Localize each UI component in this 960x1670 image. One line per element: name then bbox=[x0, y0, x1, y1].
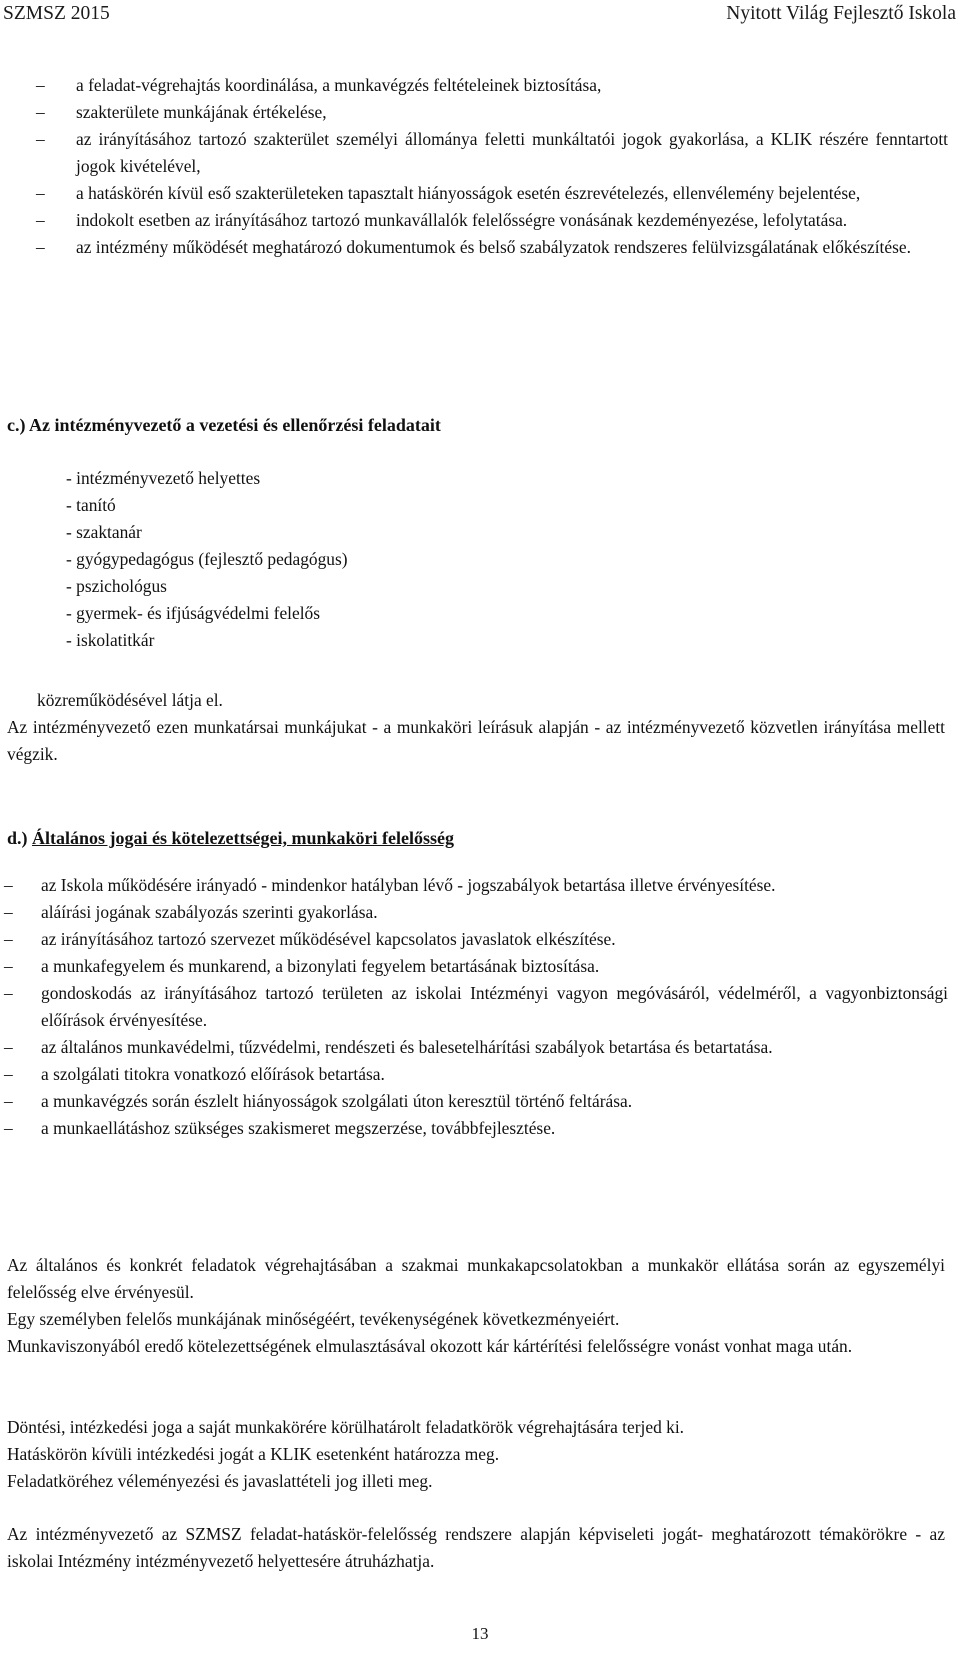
list-item: – a munkavégzés során észlelt hiányosságok szolgálati úton keresztül történő feltárása. bbox=[0, 1088, 960, 1115]
dash-bullet: – bbox=[4, 1091, 13, 1111]
staff-item: - intézményvezető helyettes bbox=[66, 468, 261, 488]
list-item: – gondoskodás az irányításához tartozó területen az iskolai Intézményi vagyon megóvásáról, védelméről, a vagyonbiztonsági előírások érvényesítése. bbox=[0, 980, 960, 1034]
paragraph-personal-responsibility: Egy személyben felelős munkájának minőségéért, tevékenységének következményeiért. bbox=[7, 1309, 620, 1329]
dash-bullet: – bbox=[36, 210, 45, 230]
staff-item: - gyermek- és ifjúságvédelmi felelős bbox=[66, 603, 321, 623]
staff-item: - szaktanár bbox=[66, 522, 142, 542]
section-c-heading: c.) Az intézményvezető a vezetési és ellenőrzési feladatait bbox=[7, 415, 441, 435]
dash-bullet: – bbox=[36, 129, 45, 149]
section-c-closing: közreműködésével látja el. bbox=[37, 690, 223, 710]
dash-bullet: – bbox=[4, 1037, 13, 1057]
dash-bullet: – bbox=[4, 983, 13, 1003]
page-number: 13 bbox=[471, 1624, 489, 1643]
page-header bbox=[0, 0, 960, 30]
duties-list bbox=[0, 72, 960, 261]
staff-item: - iskolatitkár bbox=[66, 630, 155, 650]
dash-bullet: – bbox=[4, 956, 13, 976]
list-item: – szakterülete munkájának értékelése, bbox=[0, 99, 960, 126]
rights-duties-list bbox=[0, 872, 960, 1142]
dash-bullet: – bbox=[4, 875, 13, 895]
staff-item: - tanító bbox=[66, 495, 116, 515]
list-item: – aláírási jogának szabályozás szerinti gyakorlása. bbox=[0, 899, 960, 926]
header-school-name: Nyitott Világ Fejlesztő Iskola bbox=[726, 3, 956, 24]
list-item: – a munkaellátáshoz szükséges szakismeret megszerzése, továbbfejlesztése. bbox=[0, 1115, 960, 1142]
staff-item: - pszichológus bbox=[66, 576, 167, 596]
paragraph-liability: Munkaviszonyából eredő kötelezettségének elmulasztásával okozott kár kártérítési felelősségre vonást vonhat maga után. bbox=[7, 1336, 853, 1356]
staff-list bbox=[66, 465, 348, 654]
dash-bullet: – bbox=[4, 929, 13, 949]
section-c-paragraph: Az intézményvezető ezen munkatársai munkájukat - a munkaköri leírásuk alapján - az intézményvezető közvetlen irányítása mellett végzik. bbox=[7, 717, 945, 764]
staff-item: - gyógypedagógus (fejlesztő pedagógus) bbox=[66, 549, 348, 569]
list-item: – az irányításához tartozó szakterület személyi állománya feletti munkáltatói jogok gyakorlása, a KLIK részére fenntartott jogok kivételével, bbox=[0, 126, 960, 180]
header-document-title: SZMSZ 2015 bbox=[3, 3, 110, 24]
list-item: – a hatáskörén kívül eső szakterületeken tapasztalt hiányosságok esetén észrevételezés, ellenvélemény bejelentése, bbox=[0, 180, 960, 207]
dash-bullet: – bbox=[4, 902, 13, 922]
paragraph-delegation: Az intézményvezető az SZMSZ feladat-hatáskör-felelősség rendszere alapján képviseleti jogát- meghatározott témakörökre - az iskolai Intézmény intézményvezető helyettesére átruházhatja. bbox=[7, 1524, 945, 1571]
dash-bullet: – bbox=[4, 1064, 13, 1084]
paragraph-responsibility: Az általános és konkrét feladatok végrehajtásában a szakmai munkakapcsolatokban a munkakör ellátása során az egyszemélyi felelősség elve érvényesül. bbox=[7, 1255, 945, 1302]
paragraph-klik-rights: Hatáskörön kívüli intézkedési jogát a KLIK esetenként határozza meg. bbox=[7, 1444, 500, 1464]
dash-bullet: – bbox=[36, 75, 45, 95]
list-item: – a feladat-végrehajtás koordinálása, a munkavégzés feltételeinek biztosítása, bbox=[0, 72, 960, 99]
dash-bullet: – bbox=[36, 183, 45, 203]
dash-bullet: – bbox=[36, 102, 45, 122]
list-item: – az intézmény működését meghatározó dokumentumok és belső szabályzatok rendszeres felülvizsgálatának előkészítése. bbox=[0, 234, 960, 261]
paragraph-decision-rights: Döntési, intézkedési joga a saját munkakörére körülhatárolt feladatkörök végrehajtására terjed ki. bbox=[7, 1417, 684, 1437]
list-item: – a munkafegyelem és munkarend, a bizonylati fegyelem betartásának biztosítása. bbox=[0, 953, 960, 980]
list-item: – az irányításához tartozó szervezet működésével kapcsolatos javaslatok elkészítése. bbox=[0, 926, 960, 953]
dash-bullet: – bbox=[4, 1118, 13, 1138]
section-d-heading: d.) Általános jogai és kötelezettségei, munkaköri felelősség bbox=[7, 828, 454, 848]
paragraph-opinion-rights: Feladatköréhez véleményezési és javaslattételi jog illeti meg. bbox=[7, 1471, 433, 1491]
list-item: – az általános munkavédelmi, tűzvédelmi, rendészeti és balesetelhárítási szabályok betartása és betartatása. bbox=[0, 1034, 960, 1061]
list-item: – indokolt esetben az irányításához tartozó munkavállalók felelősségre vonásának kezdeményezése, lefolytatása. bbox=[0, 207, 960, 234]
dash-bullet: – bbox=[36, 237, 45, 257]
list-item: – az Iskola működésére irányadó - mindenkor hatályban lévő - jogszabályok betartása illetve érvényesítése. bbox=[0, 872, 960, 899]
list-item: – a szolgálati titokra vonatkozó előírások betartása. bbox=[0, 1061, 960, 1088]
